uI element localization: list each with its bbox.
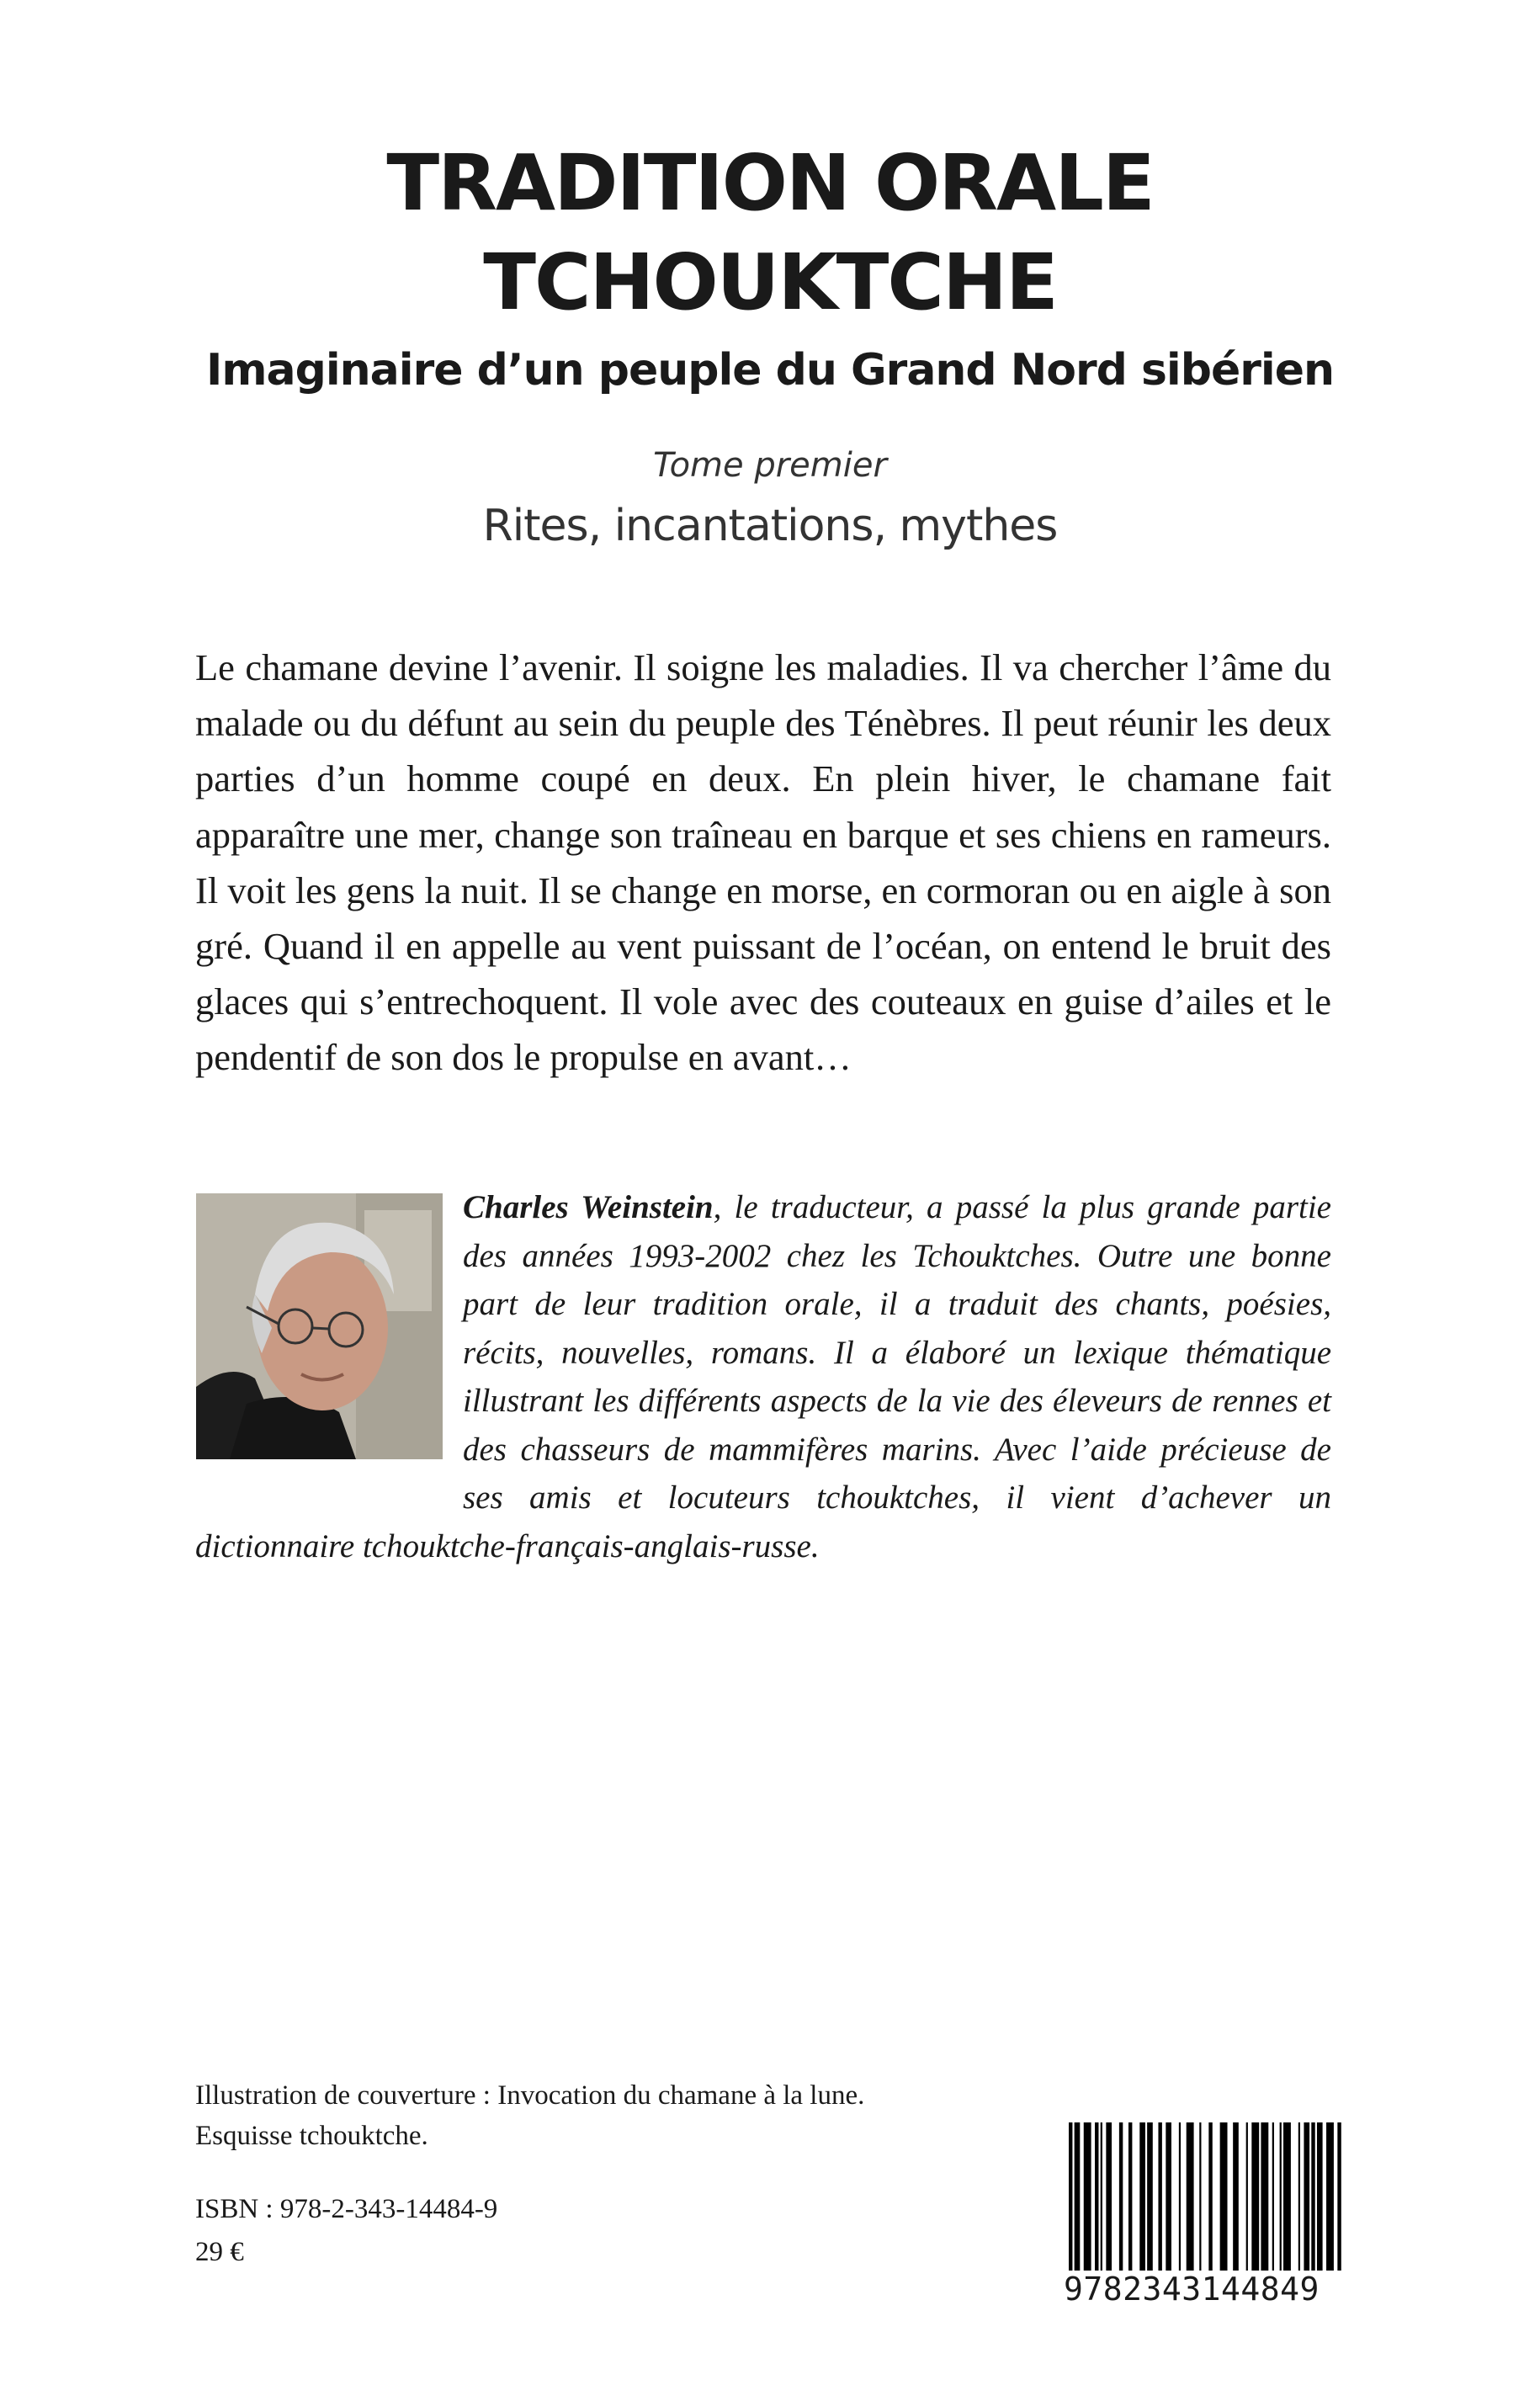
isbn-label: ISBN : 978-2-343-14484-9	[195, 2194, 498, 2224]
author-bio-text: , le traducteur, a passé la plus grande partie des années 1993-2002 chez les Tchouktches. Outre une bonne part de leur tradition orale, il a traduit des chants, poésies, récits, nouvelles, romans. Il a élaboré un lexique thématique illustrant les différents aspects de la vie des éleveurs de rennes et des chasseurs de mammifères marins. Avec l’aide précieuse de ses amis et locuteurs tchouktches, il vient d’achever un dictionnaire tchouktche-français-anglais-russe.	[195, 1189, 1331, 1564]
price-label: 29 €	[195, 2237, 244, 2267]
cover-credit-line-2: Esquisse tchouktche.	[195, 2121, 428, 2151]
blurb-text: Le chamane devine l’avenir. Il soigne les maladies. Il va chercher l’âme du malade ou du défunt au sein du peuple des Ténèbres. Il peut réunir les deux parties d’un homme coupé en deux. En plein hiver, le chamane fait apparaître une mer, change son traîneau en barque et ses chiens en rameurs. Il voit les gens la nuit. Il se change en morse, en cormoran ou en aigle à son gré. Quand il en appelle au vent puissant de l’océan, on entend le bruit des glaces qui s’entrechoquent. Il vole avec des couteaux en guise d’ailes et le pendentif de son dos le propulse en avant…	[195, 646, 1331, 1079]
tome-label: Tome premier	[653, 446, 887, 485]
book-title-line-2: TCHOUKTCHE	[483, 237, 1057, 327]
barcode-number: 9782343144849	[1055, 2271, 1358, 2308]
cover-credit-line-1: Illustration de couverture : Invocation du chamane à la lune.	[195, 2080, 865, 2111]
book-subtitle: Imaginaire d’un peuple du Grand Nord sibérien	[205, 345, 1334, 396]
author-name: Charles Weinstein	[463, 1189, 714, 1225]
book-title-line-1: TRADITION ORALE	[386, 138, 1154, 228]
volume-title: Rites, incantations, mythes	[482, 501, 1058, 551]
author-bio	[195, 1183, 1331, 1570]
